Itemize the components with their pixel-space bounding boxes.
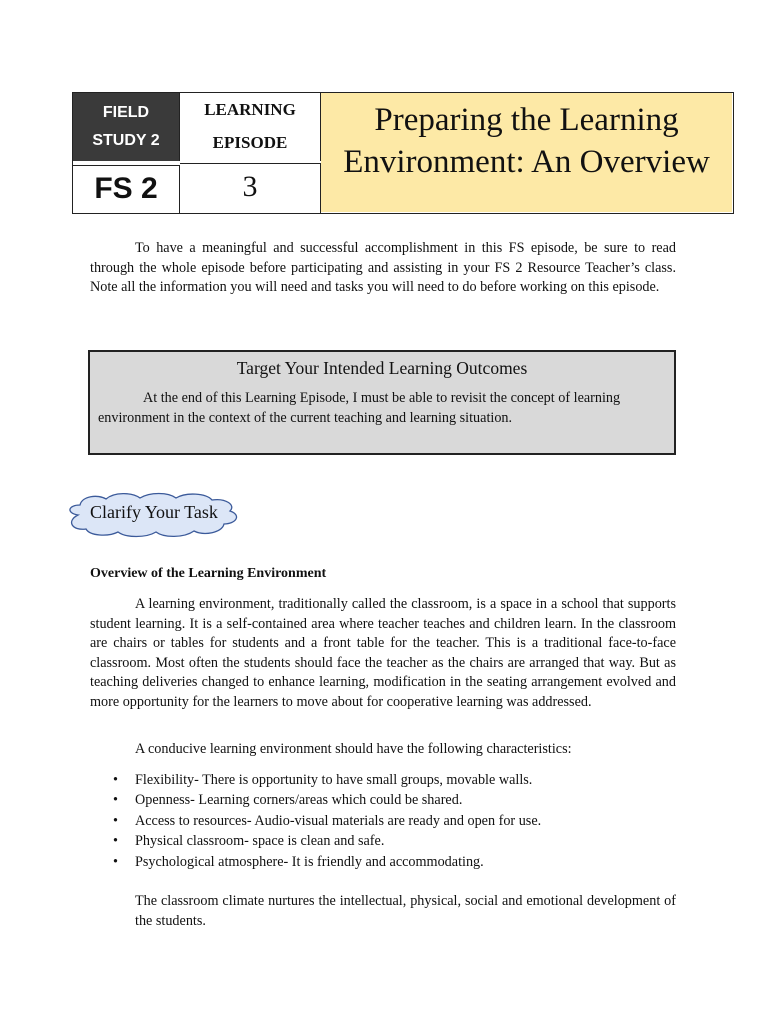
episode-header-table (72, 92, 734, 214)
clarify-task-cloud (64, 491, 244, 539)
fs-code-cell: FS 2 (73, 165, 180, 213)
learning-line1: LEARNING (204, 100, 296, 119)
learning-episode-cell (179, 93, 321, 161)
characteristics-list (90, 770, 690, 872)
field-study-cell (73, 93, 179, 161)
outcomes-title: Target Your Intended Learning Outcomes (236, 358, 528, 378)
field-study-line2: STUDY 2 (92, 132, 160, 149)
episode-title-line2: Environment: An Overview (343, 144, 710, 180)
overview-heading: Overview of the Learning Environment (90, 566, 327, 581)
characteristics-intro: A conducive learning environment should have the following characteristics: (135, 741, 572, 757)
episode-title-cell (321, 93, 732, 212)
learning-line2: EPISODE (212, 133, 288, 152)
learning-outcomes-box (88, 350, 676, 455)
episode-number-cell: 3 (180, 163, 321, 213)
list-item: • Openness- Learning corners/areas which could be shared. (90, 790, 690, 810)
intro-paragraph: To have a meaningful and successful accomplishment in this FS episode, be sure to read through the whole episode before participating and assisting in your FS 2 Resource Teacher’s class. Note all the information you will need and tasks you will need to do before working on this episode. (90, 240, 676, 296)
overview-paragraph: A learning environment, traditionally called the classroom, is a space in a school that supports student learning. It is a self-contained area where teacher teaches and children learn. In the classroom are chairs or tables for students and a front table for the teacher. This is a traditional face-to-face classroom. Most often the students should face the teacher as the chairs are arranged that way. But as teaching deliveries changed to enhance learning, modification in the seating arrangement evolved and more opportunity for the learners to move about for cooperative learning was addressed. (90, 596, 676, 710)
list-item: • Flexibility- There is opportunity to have small groups, movable walls. (90, 770, 690, 790)
closing-paragraph: The classroom climate nurtures the intellectual, physical, social and emotional development of the students. (135, 893, 676, 929)
outcomes-text: At the end of this Learning Episode, I must be able to revisit the concept of learning environment in the context of the current teaching and learning situation. (98, 390, 621, 426)
list-item: • Psychological atmosphere- It is friendly and accommodating. (90, 852, 690, 872)
list-item: • Physical classroom- space is clean and safe. (90, 831, 690, 851)
cloud-label: Clarify Your Task (90, 502, 218, 522)
list-item: • Access to resources- Audio-visual materials are ready and open for use. (90, 811, 690, 831)
field-study-line1: FIELD (102, 104, 150, 121)
episode-title-line1: Preparing the Learning (374, 102, 679, 138)
